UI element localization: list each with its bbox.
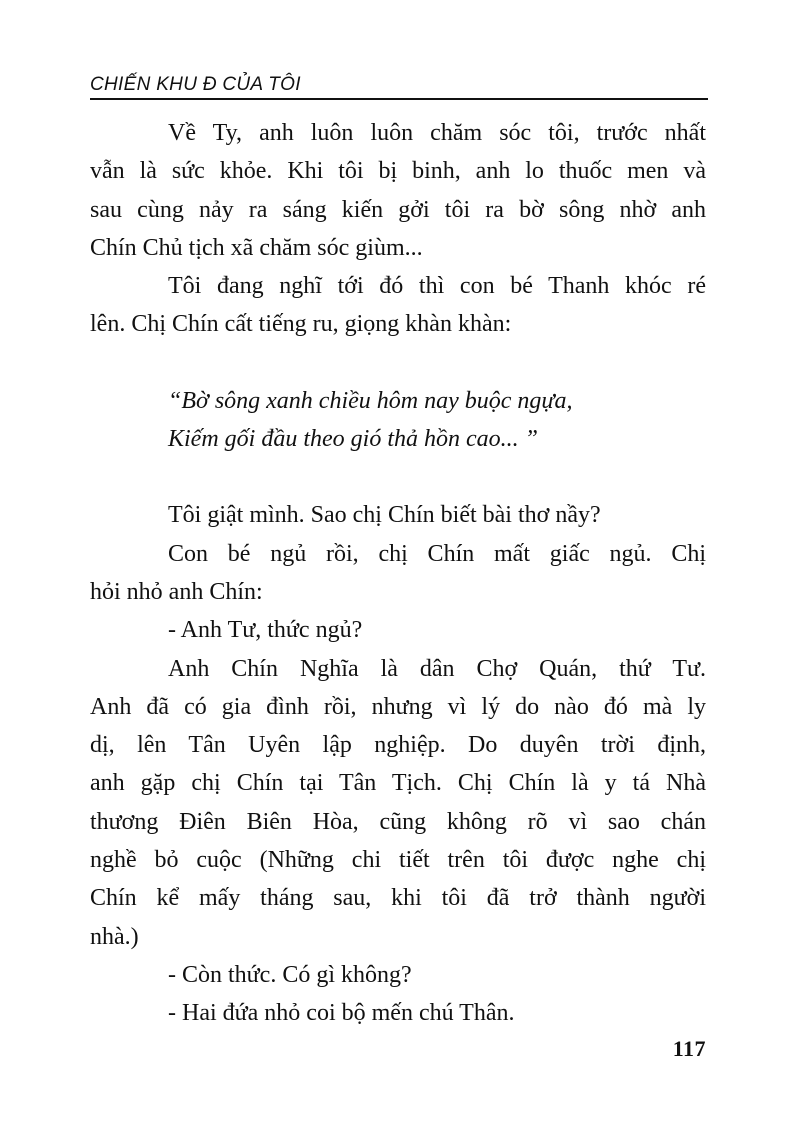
paragraph-line: thương Điên Biên Hòa, cũng không rõ vì sao chán bbox=[90, 808, 706, 835]
dialogue-line: - Hai đứa nhỏ coi bộ mến chú Thân. bbox=[168, 1000, 515, 1027]
paragraph-line: Về Ty, anh luôn luôn chăm sóc tôi, trước nhất bbox=[168, 120, 706, 146]
page-body bbox=[90, 114, 706, 1033]
paragraph-line: Tôi đang nghĩ tới đó thì con bé Thanh khóc ré bbox=[168, 273, 706, 300]
paragraph-5 bbox=[90, 650, 706, 956]
verse-spacer bbox=[90, 344, 706, 382]
verse-spacer bbox=[90, 458, 706, 496]
paragraph-line: vẫn là sức khỏe. Khi tôi bị binh, anh lo thuốc men và bbox=[90, 158, 706, 185]
running-header-title: CHIẾN KHU Đ CỦA TÔI bbox=[90, 74, 301, 95]
paragraph-line: hỏi nhỏ anh Chín: bbox=[90, 578, 263, 605]
paragraph-line: Chín kể mấy tháng sau, khi tôi đã trở thành người bbox=[90, 885, 706, 912]
paragraph-line: Anh đã có gia đình rồi, nhưng vì lý do nào đó mà ly bbox=[90, 693, 706, 720]
paragraph-line: Con bé ngủ rồi, chị Chín mất giấc ngủ. Chị bbox=[168, 540, 706, 567]
paragraph-line: anh gặp chị Chín tại Tân Tịch. Chị Chín là y tá Nhà bbox=[90, 770, 706, 797]
paragraph-line: nhà.) bbox=[90, 923, 139, 950]
paragraph-4 bbox=[90, 535, 706, 612]
header-rule bbox=[90, 98, 708, 100]
paragraph-1 bbox=[90, 114, 706, 267]
verse-line: Kiếm gối đầu theo gió thả hồn cao... ” bbox=[168, 426, 538, 453]
paragraph-line: Tôi giật mình. Sao chị Chín biết bài thơ nầy? bbox=[168, 502, 601, 529]
dialogue-2 bbox=[90, 956, 706, 994]
verse-line: “Bờ sông xanh chiều hôm nay buộc ngựa, bbox=[168, 387, 573, 414]
paragraph-line: Chín Chủ tịch xã chăm sóc giùm... bbox=[90, 234, 423, 261]
paragraph-line: lên. Chị Chín cất tiếng ru, giọng khàn khàn: bbox=[90, 311, 512, 338]
paragraph-line: dị, lên Tân Uyên lập nghiệp. Do duyên trời định, bbox=[90, 732, 706, 759]
paragraph-2 bbox=[90, 267, 706, 344]
paragraph-3 bbox=[90, 496, 706, 534]
dialogue-line: - Anh Tư, thức ngủ? bbox=[168, 617, 363, 644]
page-number: 117 bbox=[672, 1036, 706, 1061]
paragraph-line: nghề bỏ cuộc (Những chi tiết trên tôi được nghe chị bbox=[90, 847, 706, 874]
dialogue-1 bbox=[90, 611, 706, 649]
running-header bbox=[90, 72, 708, 100]
paragraph-line: sau cùng nảy ra sáng kiến gởi tôi ra bờ sông nhờ anh bbox=[90, 196, 706, 223]
dialogue-line: - Còn thức. Có gì không? bbox=[168, 961, 412, 988]
verse-block bbox=[90, 382, 706, 459]
paragraph-line: Anh Chín Nghĩa là dân Chợ Quán, thứ Tư. bbox=[168, 655, 706, 682]
dialogue-3 bbox=[90, 994, 706, 1032]
